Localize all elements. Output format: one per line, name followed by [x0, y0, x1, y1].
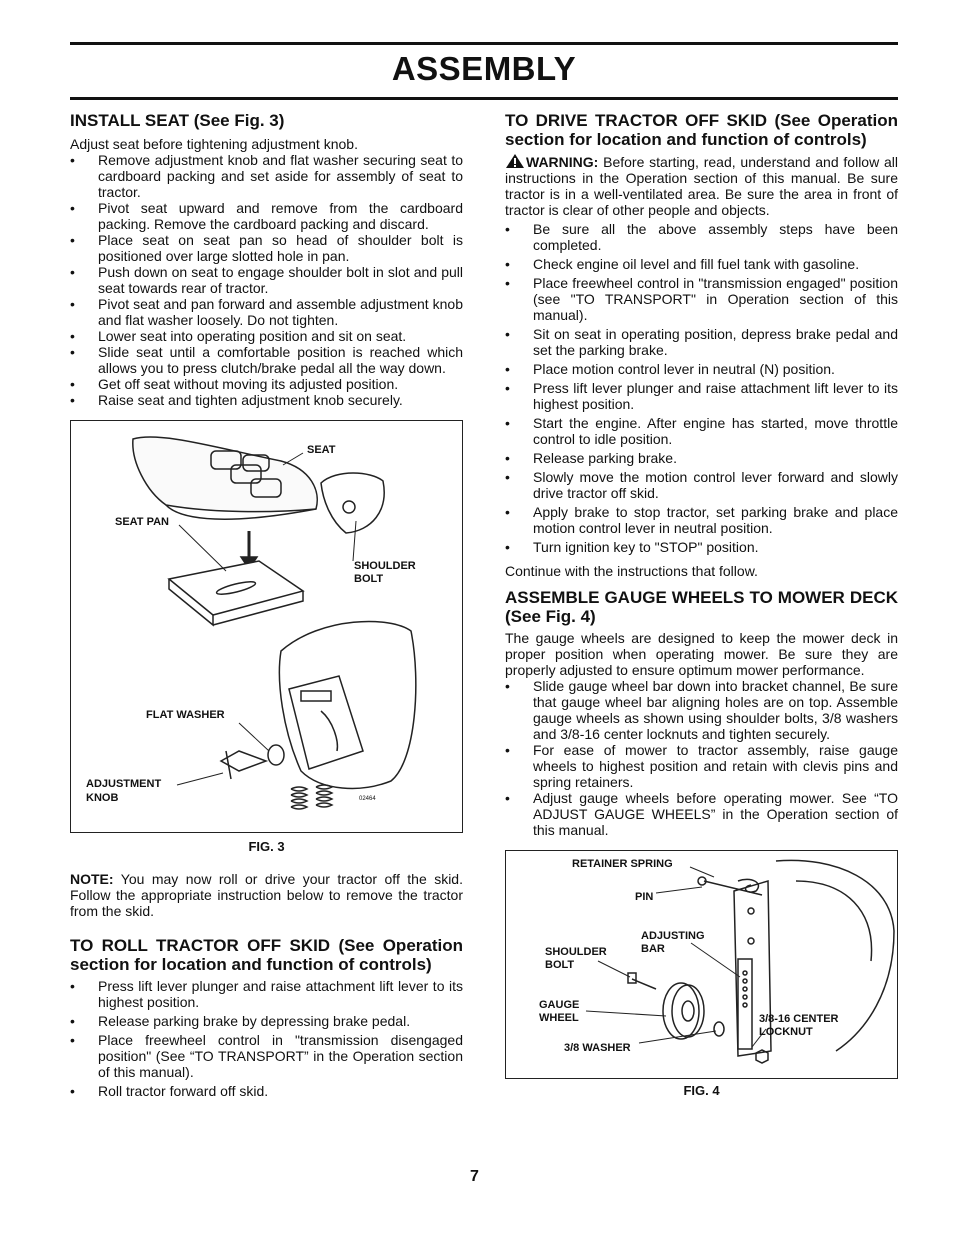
fig3-label-seat: SEAT [307, 444, 336, 456]
list-item: • Be sure all the above assembly steps have been completed. [505, 221, 898, 253]
top-rule [70, 42, 898, 45]
list-item: • Slide seat until a comfortable position is reached which allows you to press clutch/brake pedal all the way down. [70, 344, 463, 376]
list-item: • Slowly move the motion control lever forward and slowly drive tractor off skid. [505, 469, 898, 501]
warning-text: Before starting, read, understand and follow all instructions in the Operation section of this manual. Be sure tractor is in a well-ventilated area. Be sure the area in front of tractor is clear of other people and objects. [505, 154, 898, 218]
gauge-wheels-heading: ASSEMBLE GAUGE WHEELS TO MOWER DECK (See Fig. 4) [505, 588, 898, 626]
list-item: • Push down on seat to engage shoulder bolt in slot and pull seat towards rear of tractor. [70, 264, 463, 296]
title-rule [70, 97, 898, 100]
warning-paragraph [505, 153, 898, 218]
fig3-label-shoulder-bolt-2: BOLT [354, 573, 384, 585]
fig4-label-locknut-1: 3/8-16 CENTER [759, 1013, 839, 1025]
left-column [70, 111, 463, 1102]
fig4-label-locknut-2: LOCKNUT [759, 1026, 813, 1038]
list-item: • Release parking brake by depressing brake pedal. [70, 1013, 463, 1029]
roll-off-steps [70, 978, 463, 1099]
install-seat-heading: INSTALL SEAT (See Fig. 3) [70, 111, 285, 130]
list-item: • Place freewheel control in "transmission disengaged position" (See “TO TRANSPORT” in the Operation section of this manual). [70, 1032, 463, 1080]
list-item: • Start the engine. After engine has started, move throttle control to idle position. [505, 415, 898, 447]
install-seat-intro: Adjust seat before tightening adjustment knob. [70, 136, 358, 152]
list-item: • Roll tractor forward off skid. [70, 1083, 463, 1099]
list-item: • Place motion control lever in neutral (N) position. [505, 361, 898, 377]
fig3-label-adjustment-knob-1: ADJUSTMENT [86, 778, 162, 790]
list-item: • Slide gauge wheel bar down into bracket channel, Be sure that gauge wheel bar aligning holes are on top. Assemble gauge wheels as shown using shoulder bolts, 3/8 washers and 3/8-16 center locknuts and tighten securely. [505, 678, 898, 742]
fig4-label-adjusting-bar-2: BAR [641, 943, 665, 955]
list-item: • Sit on seat in operating position, depress brake pedal and set the parking brake. [505, 326, 898, 358]
list-item: • Get off seat without moving its adjusted position. [70, 376, 463, 392]
list-item: • Pivot seat and pan forward and assemble adjustment knob and flat washer loosely. Do not tighten. [70, 296, 463, 328]
figure-3 [70, 420, 463, 833]
roll-off-heading: TO ROLL TRACTOR OFF SKID (See Operation section for location and function of controls) [70, 936, 463, 974]
list-item: • Press lift lever plunger and raise attachment lift lever to its highest position. [70, 978, 463, 1010]
fig4-caption: FIG. 4 [683, 1083, 720, 1098]
note-text: You may now roll or drive your tractor off the skid. Follow the appropriate instruction below to remove the tractor from the skid. [70, 871, 463, 919]
gauge-wheels-steps [505, 678, 898, 838]
list-item: • Turn ignition key to "STOP" position. [505, 539, 898, 555]
right-column [505, 111, 898, 1099]
list-item: • Remove adjustment knob and flat washer securing seat to cardboard packing and set aside for assembly of seat to tractor. [70, 152, 463, 200]
fig3-label-seat-pan: SEAT PAN [115, 516, 169, 528]
fig4-label-washer: 3/8 WASHER [564, 1042, 631, 1054]
fig3-caption: FIG. 3 [248, 839, 285, 854]
list-item: • Apply brake to stop tractor, set parking brake and place motion control lever in neutral position. [505, 504, 898, 536]
list-item: • Press lift lever plunger and raise attachment lift lever to its highest position. [505, 380, 898, 412]
continue-text: Continue with the instructions that follow. [505, 563, 758, 579]
fig3-label-flat-washer: FLAT WASHER [146, 709, 225, 721]
fig4-label-pin: PIN [635, 891, 654, 903]
list-item: • Release parking brake. [505, 450, 898, 466]
page-number: 7 [470, 1168, 479, 1185]
list-item: • Lower seat into operating position and sit on seat. [70, 328, 463, 344]
seat-illustration [71, 421, 462, 832]
fig4-label-retainer-spring: RETAINER SPRING [572, 858, 673, 870]
list-item: • Pivot seat upward and remove from the cardboard packing. Remove the cardboard packing and discard. [70, 200, 463, 232]
list-item: • Check engine oil level and fill fuel tank with gasoline. [505, 256, 898, 272]
fig4-label-gauge-wheel-2: WHEEL [539, 1012, 579, 1024]
page-title: ASSEMBLY [391, 50, 577, 87]
list-item: • For ease of mower to tractor assembly, raise gauge wheels to highest position and retain with clevis pins and spring retainers. [505, 742, 898, 790]
note-paragraph [70, 871, 463, 919]
list-item: • Place seat on seat pan so head of shoulder bolt is positioned over large slotted hole in pan. [70, 232, 463, 264]
drive-off-steps [505, 221, 898, 555]
list-item: • Raise seat and tighten adjustment knob securely. [70, 392, 463, 408]
list-item: • Place freewheel control in "transmission engaged" position (see "TO TRANSPORT" in Operation section of this manual). [505, 275, 898, 323]
fig3-label-adjustment-knob-2: KNOB [86, 792, 119, 804]
fig4-label-gauge-wheel-1: GAUGE [539, 999, 580, 1011]
fig4-label-shoulder-bolt-2: BOLT [545, 959, 575, 971]
note-label: NOTE: [70, 871, 114, 887]
list-item: • Adjust gauge wheels before operating mower. See “TO ADJUST GAUGE WHEELS” in the Operation section of this manual. [505, 790, 898, 838]
drive-off-heading: TO DRIVE TRACTOR OFF SKID (See Operation section for location and function of controls) [505, 111, 898, 149]
fig3-part-number: 02464 [359, 796, 376, 802]
fig4-label-adjusting-bar-1: ADJUSTING [641, 930, 705, 942]
fig3-label-shoulder-bolt-1: SHOULDER [354, 560, 416, 572]
warning-icon [505, 153, 525, 169]
install-seat-steps [70, 152, 463, 408]
warning-label: WARNING: [526, 154, 599, 170]
gauge-wheels-intro: The gauge wheels are designed to keep the mower deck in proper position when operating mower. Be sure they are properly adjusted to ensure optimum mower performance. [505, 630, 898, 678]
figure-4 [505, 850, 898, 1079]
fig4-label-shoulder-bolt-1: SHOULDER [545, 946, 607, 958]
